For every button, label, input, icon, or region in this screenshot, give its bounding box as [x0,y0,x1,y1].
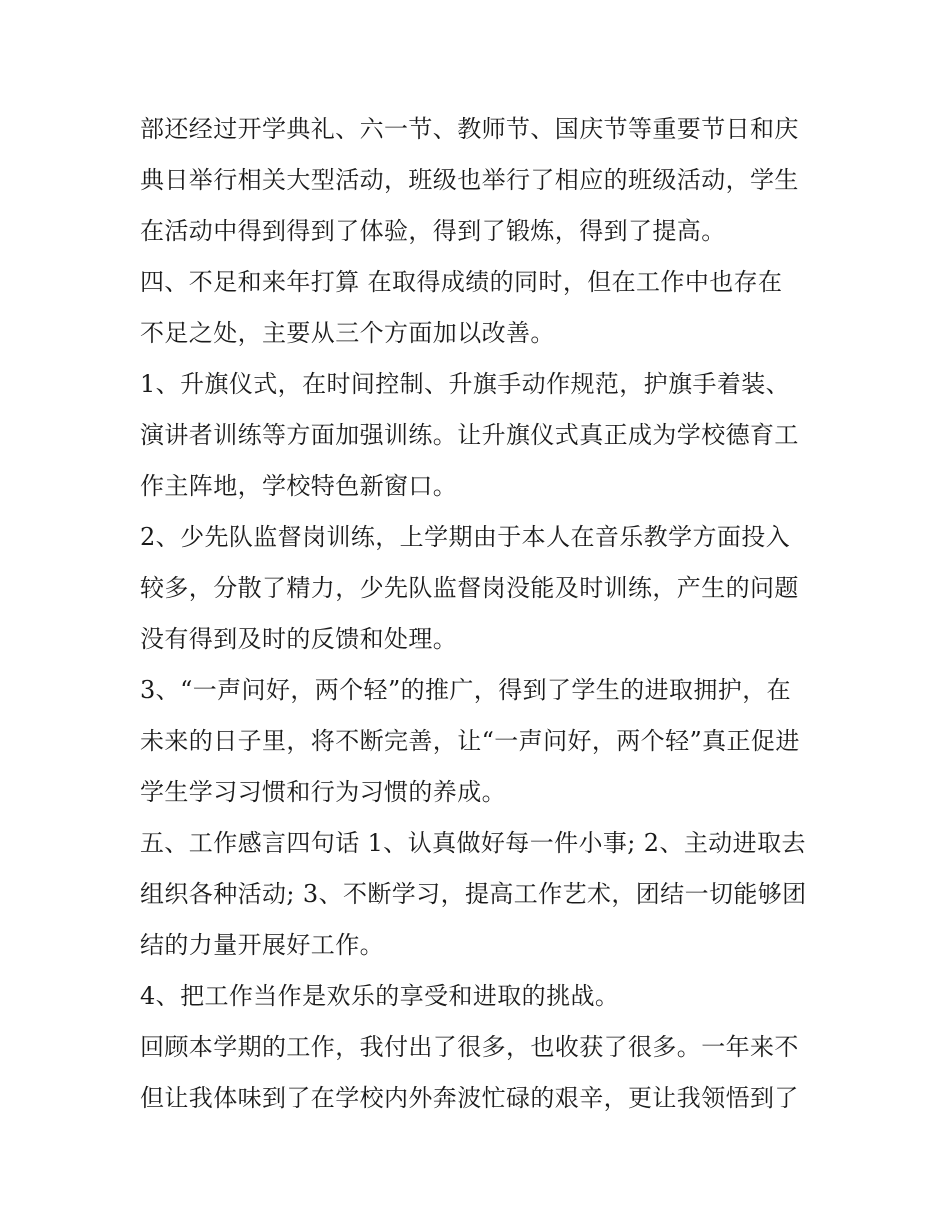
text-line: 4、把工作当作是欢乐的享受和进取的挑战。 [140,982,620,1010]
text-line: 典日举行相关大型活动，班级也举行了相应的班级活动，学生 [140,166,799,194]
text-line: 但让我体味到了在学校内外奔波忙碌的艰辛，更让我领悟到了 [140,1084,799,1112]
text-line: 四、不足和来年打算 在取得成绩的同时，但在工作中也存在 [140,268,783,296]
text-line: 作主阵地，学校特色新窗口。 [140,472,458,500]
text-line: 不足之处，主要从三个方面加以改善。 [140,319,555,347]
paragraph-work-motto [140,818,820,971]
text-line: 较多，分散了精力，少先队监督岗没能及时训练，产生的问题 [140,574,799,602]
paragraph-activities [140,104,820,257]
text-line: 1、升旗仪式，在时间控制、升旗手动作规范，护旗手着装、 [140,370,791,398]
document-body [140,104,820,1124]
text-line: 2、少先队监督岗训练，上学期由于本人在音乐教学方面投入 [140,523,791,551]
text-line: 未来的日子里，将不断完善，让“一声问好，两个轻”真正促进 [140,727,800,755]
text-line: 回顾本学期的工作，我付出了很多，也收获了很多。一年来不 [140,1033,799,1061]
text-line: 3、“一声问好，两个轻”的推广，得到了学生的进取拥护，在 [140,676,792,704]
text-line: 部还经过开学典礼、六一节、教师节、国庆节等重要节日和庆 [140,115,799,143]
paragraph-item-1 [140,359,820,512]
text-line: 五、工作感言四句话 1、认真做好每一件小事; 2、主动进取去 [140,829,806,857]
text-line: 在活动中得到得到了体验，得到了锻炼，得到了提高。 [140,217,726,245]
text-line: 没有得到及时的反馈和处理。 [140,625,458,653]
paragraph-item-3 [140,665,820,818]
paragraph-item-2 [140,512,820,665]
paragraph-review [140,1022,820,1124]
paragraph-item-4 [140,971,820,1022]
text-line: 结的力量开展好工作。 [140,931,384,959]
paragraph-shortcomings-heading [140,257,820,359]
text-line: 演讲者训练等方面加强训练。让升旗仪式真正成为学校德育工 [140,421,799,449]
text-line: 学生学习习惯和行为习惯的养成。 [140,778,506,806]
text-line: 组织各种活动; 3、不断学习，提高工作艺术，团结一切能够团 [140,880,807,908]
